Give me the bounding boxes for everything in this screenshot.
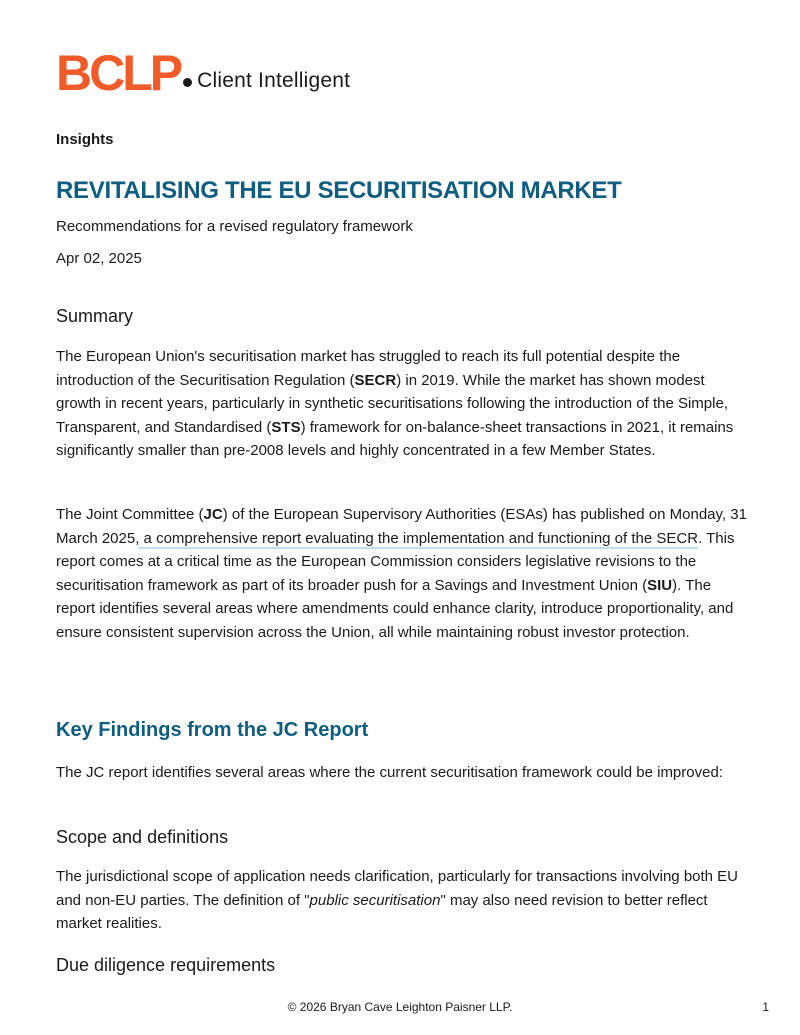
term-sts: STS [271,418,301,436]
scope-paragraph: The jurisdictional scope of application needs clarification, particularly for transactions involving both EU and non-EU parties. The definition of "public securitisation" may also need revision to better reflect market realities. [56,868,739,933]
bclp-logo[interactable] [56,44,351,101]
term-public-securitisation: public securitisation [309,891,441,909]
term-secr: SECR [354,371,397,389]
term-siu: SIU [647,576,673,594]
logo-dot-icon [183,78,192,87]
page-subtitle: Recommendations for a revised regulatory framework [56,218,413,235]
summary-heading: Summary [56,306,134,326]
key-findings-intro: The JC report identifies several areas where the current securitisation framework could be improved: [56,764,723,781]
logo-tagline: Client Intelligent [197,69,351,92]
section-eyebrow: Insights [56,131,114,148]
page-title: REVITALISING THE EU SECURITISATION MARKET [56,177,622,204]
key-findings-heading: Key Findings from the JC Report [56,719,369,741]
scope-heading: Scope and definitions [56,827,229,847]
footer-copyright: © 2026 Bryan Cave Leighton Paisner LLP. [287,1000,513,1014]
due-diligence-heading: Due diligence requirements [56,955,276,975]
logo-mark: BCLP [56,45,181,101]
term-jc: JC [203,506,223,523]
page-number: 1 [762,1000,769,1014]
summary-paragraph-2: The Joint Committee (JC) of the European Supervisory Authorities (ESAs) has published on Monday, 31 March 2025, a comprehensive report evaluating the implementation and functioning of the SECR. This report comes at a critical time as the European Commission considers legislative revisions to the securitisation framework as part of its broader push for a Savings and Investment Union (SIU). The report identifies several areas where amendments could enhance clarity, introduce proportionality, and ensure consistent supervision across the Union, all while maintaining robust investor protection. [56,506,747,641]
jc-report-link[interactable]: a comprehensive report evaluating the implementation and functioning of the SECR [139,529,699,547]
publish-date: Apr 02, 2025 [56,250,142,267]
summary-paragraph-1: The European Union's securitisation market has struggled to reach its full potential despite the introduction of the Securitisation Regulation (SECR) in 2019. While the market has shown modest growth in recent years, particularly in synthetic securitisations following the introduction of the Simple, Transparent, and Standardised (STS) framework for on-balance-sheet transactions in 2021, it remains significantly smaller than pre-2008 levels and highly concentrated in a few Member States. [56,348,734,460]
